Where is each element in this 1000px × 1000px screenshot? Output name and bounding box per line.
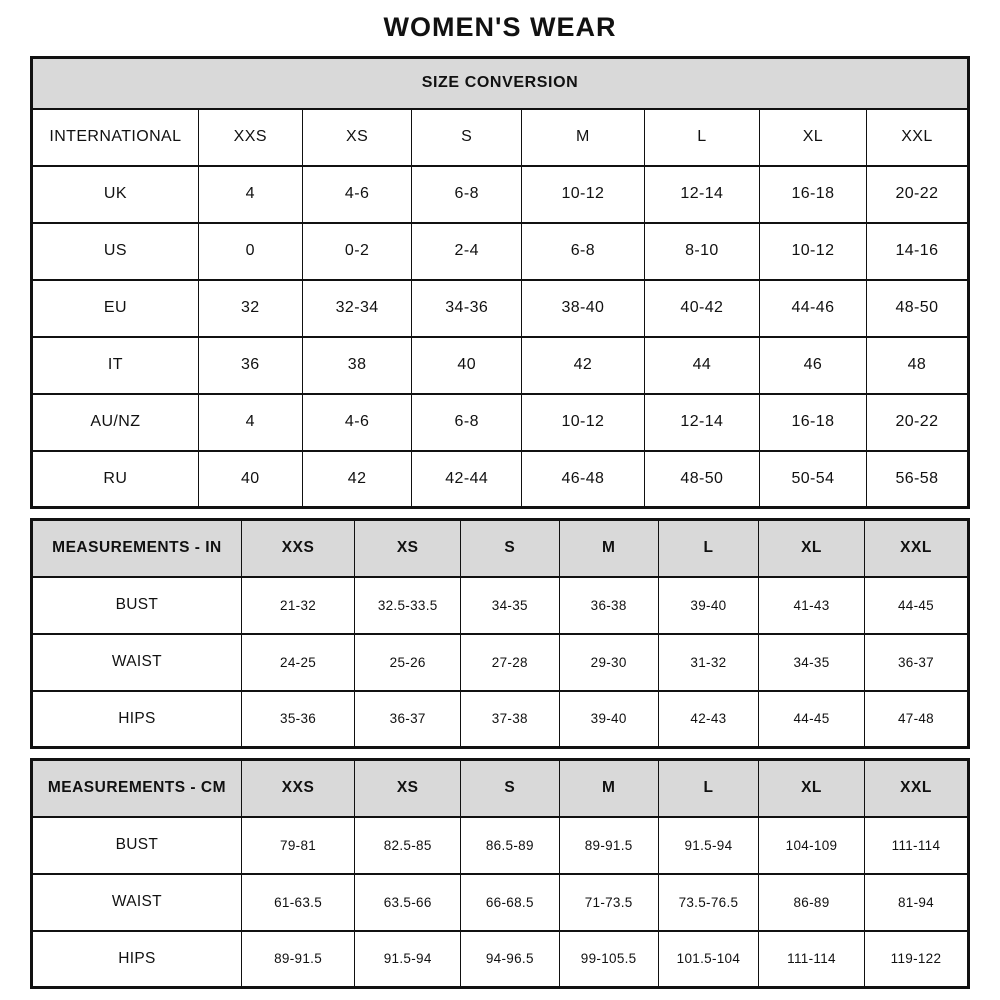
value-cell: 10-12	[760, 223, 867, 280]
value-cell: 36	[198, 337, 302, 394]
column-header-cell: S	[461, 760, 559, 817]
row-label-cell: RU	[32, 451, 199, 508]
column-header-cell: XS	[302, 109, 412, 166]
table-row	[32, 577, 969, 634]
value-cell: 44-46	[760, 280, 867, 337]
value-cell: 35-36	[241, 691, 354, 748]
value-cell: 38	[302, 337, 412, 394]
value-cell: 39-40	[658, 577, 758, 634]
value-cell: 56-58	[866, 451, 968, 508]
value-cell: 16-18	[760, 394, 867, 451]
value-cell: 4-6	[302, 166, 412, 223]
value-cell: 38-40	[522, 280, 645, 337]
row-label-cell: BUST	[32, 817, 242, 874]
value-cell: 81-94	[864, 874, 968, 931]
value-cell: 66-68.5	[461, 874, 559, 931]
value-cell: 46-48	[522, 451, 645, 508]
value-cell: 36-38	[559, 577, 658, 634]
value-cell: 44-45	[759, 691, 865, 748]
value-cell: 42-44	[412, 451, 522, 508]
value-cell: 89-91.5	[241, 931, 354, 988]
column-header-cell: M	[559, 520, 658, 577]
column-header-cell: XXL	[864, 520, 968, 577]
value-cell: 91.5-94	[658, 817, 758, 874]
value-cell: 4	[198, 394, 302, 451]
table-row	[32, 634, 969, 691]
value-cell: 14-16	[866, 223, 968, 280]
value-cell: 48-50	[644, 451, 759, 508]
table-row	[32, 817, 969, 874]
value-cell: 46	[760, 337, 867, 394]
value-cell: 40-42	[644, 280, 759, 337]
measurements-in-table	[30, 518, 970, 749]
value-cell: 25-26	[355, 634, 461, 691]
value-cell: 12-14	[644, 394, 759, 451]
table-label-cell: MEASUREMENTS - CM	[32, 760, 242, 817]
value-cell: 119-122	[864, 931, 968, 988]
value-cell: 42	[302, 451, 412, 508]
value-cell: 99-105.5	[559, 931, 658, 988]
value-cell: 61-63.5	[241, 874, 354, 931]
value-cell: 42	[522, 337, 645, 394]
value-cell: 32.5-33.5	[355, 577, 461, 634]
size-conversion-table	[30, 56, 970, 509]
value-cell: 2-4	[412, 223, 522, 280]
column-header-cell: XS	[355, 760, 461, 817]
column-header-cell: XL	[759, 520, 865, 577]
value-cell: 71-73.5	[559, 874, 658, 931]
row-label-cell: WAIST	[32, 634, 242, 691]
row-label-cell: US	[32, 223, 199, 280]
value-cell: 27-28	[461, 634, 559, 691]
value-cell: 32	[198, 280, 302, 337]
column-header-cell: L	[658, 520, 758, 577]
column-header-cell: XXS	[198, 109, 302, 166]
value-cell: 8-10	[644, 223, 759, 280]
column-header-cell: M	[522, 109, 645, 166]
table-row	[32, 280, 969, 337]
column-header-cell: S	[461, 520, 559, 577]
column-header-cell: S	[412, 109, 522, 166]
measurements-cm-body	[32, 760, 969, 988]
table-row	[32, 223, 969, 280]
value-cell: 50-54	[760, 451, 867, 508]
size-conversion-body	[32, 109, 969, 508]
value-cell: 36-37	[355, 691, 461, 748]
value-cell: 36-37	[864, 634, 968, 691]
row-label-cell: UK	[32, 166, 199, 223]
value-cell: 29-30	[559, 634, 658, 691]
value-cell: 44-45	[864, 577, 968, 634]
value-cell: 111-114	[759, 931, 865, 988]
value-cell: 31-32	[658, 634, 758, 691]
column-header-cell: XL	[760, 109, 867, 166]
value-cell: 34-35	[759, 634, 865, 691]
value-cell: 42-43	[658, 691, 758, 748]
value-cell: 6-8	[522, 223, 645, 280]
value-cell: 37-38	[461, 691, 559, 748]
value-cell: 44	[644, 337, 759, 394]
value-cell: 39-40	[559, 691, 658, 748]
value-cell: 21-32	[241, 577, 354, 634]
table-row	[32, 394, 969, 451]
value-cell: 4	[198, 166, 302, 223]
value-cell: 10-12	[522, 394, 645, 451]
value-cell: 24-25	[241, 634, 354, 691]
column-header-cell: XXL	[864, 760, 968, 817]
row-label-cell: EU	[32, 280, 199, 337]
value-cell: 20-22	[866, 394, 968, 451]
table-row	[32, 451, 969, 508]
row-label-cell: WAIST	[32, 874, 242, 931]
measurements-cm-table	[30, 758, 970, 989]
value-cell: 79-81	[241, 817, 354, 874]
value-cell: 86-89	[759, 874, 865, 931]
value-cell: 73.5-76.5	[658, 874, 758, 931]
column-header-cell: XL	[759, 760, 865, 817]
value-cell: 0	[198, 223, 302, 280]
value-cell: 111-114	[864, 817, 968, 874]
value-cell: 91.5-94	[355, 931, 461, 988]
value-cell: 41-43	[759, 577, 865, 634]
value-cell: 32-34	[302, 280, 412, 337]
value-cell: 0-2	[302, 223, 412, 280]
value-cell: 94-96.5	[461, 931, 559, 988]
value-cell: 47-48	[864, 691, 968, 748]
value-cell: 63.5-66	[355, 874, 461, 931]
column-header-cell: L	[658, 760, 758, 817]
table-title-row	[32, 58, 969, 109]
table-row	[32, 337, 969, 394]
value-cell: 48	[866, 337, 968, 394]
value-cell: 40	[198, 451, 302, 508]
table-label-cell: INTERNATIONAL	[32, 109, 199, 166]
column-header-row	[32, 109, 969, 166]
row-label-cell: AU/NZ	[32, 394, 199, 451]
table-row	[32, 166, 969, 223]
value-cell: 6-8	[412, 394, 522, 451]
measurements-in-body	[32, 520, 969, 748]
row-label-cell: BUST	[32, 577, 242, 634]
table-row	[32, 691, 969, 748]
value-cell: 12-14	[644, 166, 759, 223]
table-label-cell: MEASUREMENTS - IN	[32, 520, 242, 577]
value-cell: 48-50	[866, 280, 968, 337]
value-cell: 34-36	[412, 280, 522, 337]
value-cell: 34-35	[461, 577, 559, 634]
value-cell: 6-8	[412, 166, 522, 223]
value-cell: 82.5-85	[355, 817, 461, 874]
page-title: WOMEN'S WEAR	[383, 12, 617, 42]
row-label-cell: HIPS	[32, 691, 242, 748]
value-cell: 101.5-104	[658, 931, 758, 988]
column-header-cell: L	[644, 109, 759, 166]
value-cell: 4-6	[302, 394, 412, 451]
column-header-cell: XXL	[866, 109, 968, 166]
table-row	[32, 874, 969, 931]
value-cell: 40	[412, 337, 522, 394]
value-cell: 10-12	[522, 166, 645, 223]
value-cell: 20-22	[866, 166, 968, 223]
value-cell: 89-91.5	[559, 817, 658, 874]
row-label-cell: IT	[32, 337, 199, 394]
column-header-cell: XS	[355, 520, 461, 577]
column-header-cell: M	[559, 760, 658, 817]
column-header-row	[32, 520, 969, 577]
column-header-cell: XXS	[241, 520, 354, 577]
value-cell: 104-109	[759, 817, 865, 874]
row-label-cell: HIPS	[32, 931, 242, 988]
size-conversion-title: SIZE CONVERSION	[32, 58, 969, 109]
column-header-row	[32, 760, 969, 817]
value-cell: 16-18	[760, 166, 867, 223]
column-header-cell: XXS	[241, 760, 354, 817]
value-cell: 86.5-89	[461, 817, 559, 874]
table-row	[32, 931, 969, 988]
